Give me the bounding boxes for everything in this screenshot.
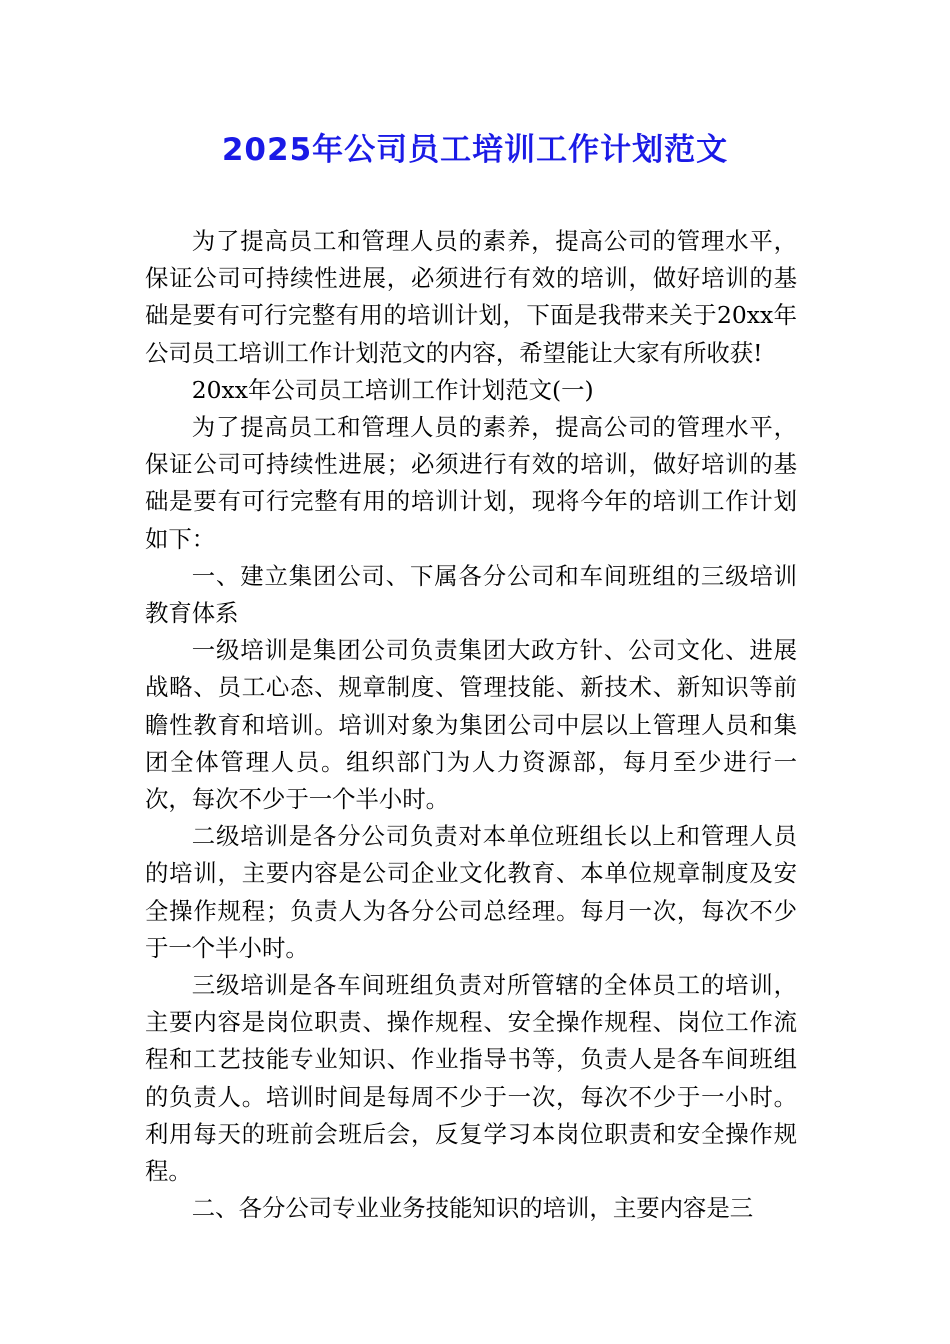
- paragraph-level-one-training: 一级培训是集团公司负责集团大政方针、公司文化、进展战略、员工心态、规章制度、管理技能、新技术、新知识等前瞻性教育和培训。培训对象为集团公司中层以上管理人员和集团全体管理人员。组织部门为人力资源部，每月至少进行一次，每次不少于一个半小时。: [145, 636, 797, 814]
- paragraph-level-two-training: 二级培训是各分公司负责对本单位班组长以上和管理人员的培训，主要内容是公司企业文化教育、本单位规章制度及安全操作规程；负责人为各分公司总经理。每月一次，每次不少于一个半小时。: [145, 822, 797, 962]
- paragraph-subheading: 20xx年公司员工培训工作计划范文(一): [191, 375, 594, 404]
- paragraph-plan-intro: 为了提高员工和管理人员的素养，提高公司的管理水平，保证公司可持续性进展；必须进行有效的培训，做好培训的基础是要有可行完整有用的培训计划，现将今年的培训工作计划如下：: [145, 413, 797, 553]
- paragraph-level-three-training: 三级培训是各车间班组负责对所管辖的全体员工的培训，主要内容是岗位职责、操作规程、安全操作规程、岗位工作流程和工艺技能专业知识、作业指导书等，负责人是各车间班组的负责人。培训时间是每周不少于一次，每次不少于一小时。利用每天的班前会班后会，反复学习本岗位职责和安全操作规程。: [145, 971, 797, 1186]
- paragraph-section-two-heading: 二、各分公司专业业务技能知识的培训，主要内容是三: [191, 1194, 754, 1223]
- document-title: 2025年公司员工培训工作计划范文: [221, 132, 729, 168]
- document-body: [145, 223, 797, 1227]
- paragraph-intro: 为了提高员工和管理人员的素养，提高公司的管理水平，保证公司可持续性进展，必须进行有效的培训，做好培训的基础是要有可行完整有用的培训计划，下面是我带来关于20xx年公司员工培训工作计划范文的内容，希望能让大家有所收获!: [145, 227, 797, 367]
- paragraph-section-one-heading: 一、建立集团公司、下属各分公司和车间班组的三级培训教育体系: [145, 561, 797, 628]
